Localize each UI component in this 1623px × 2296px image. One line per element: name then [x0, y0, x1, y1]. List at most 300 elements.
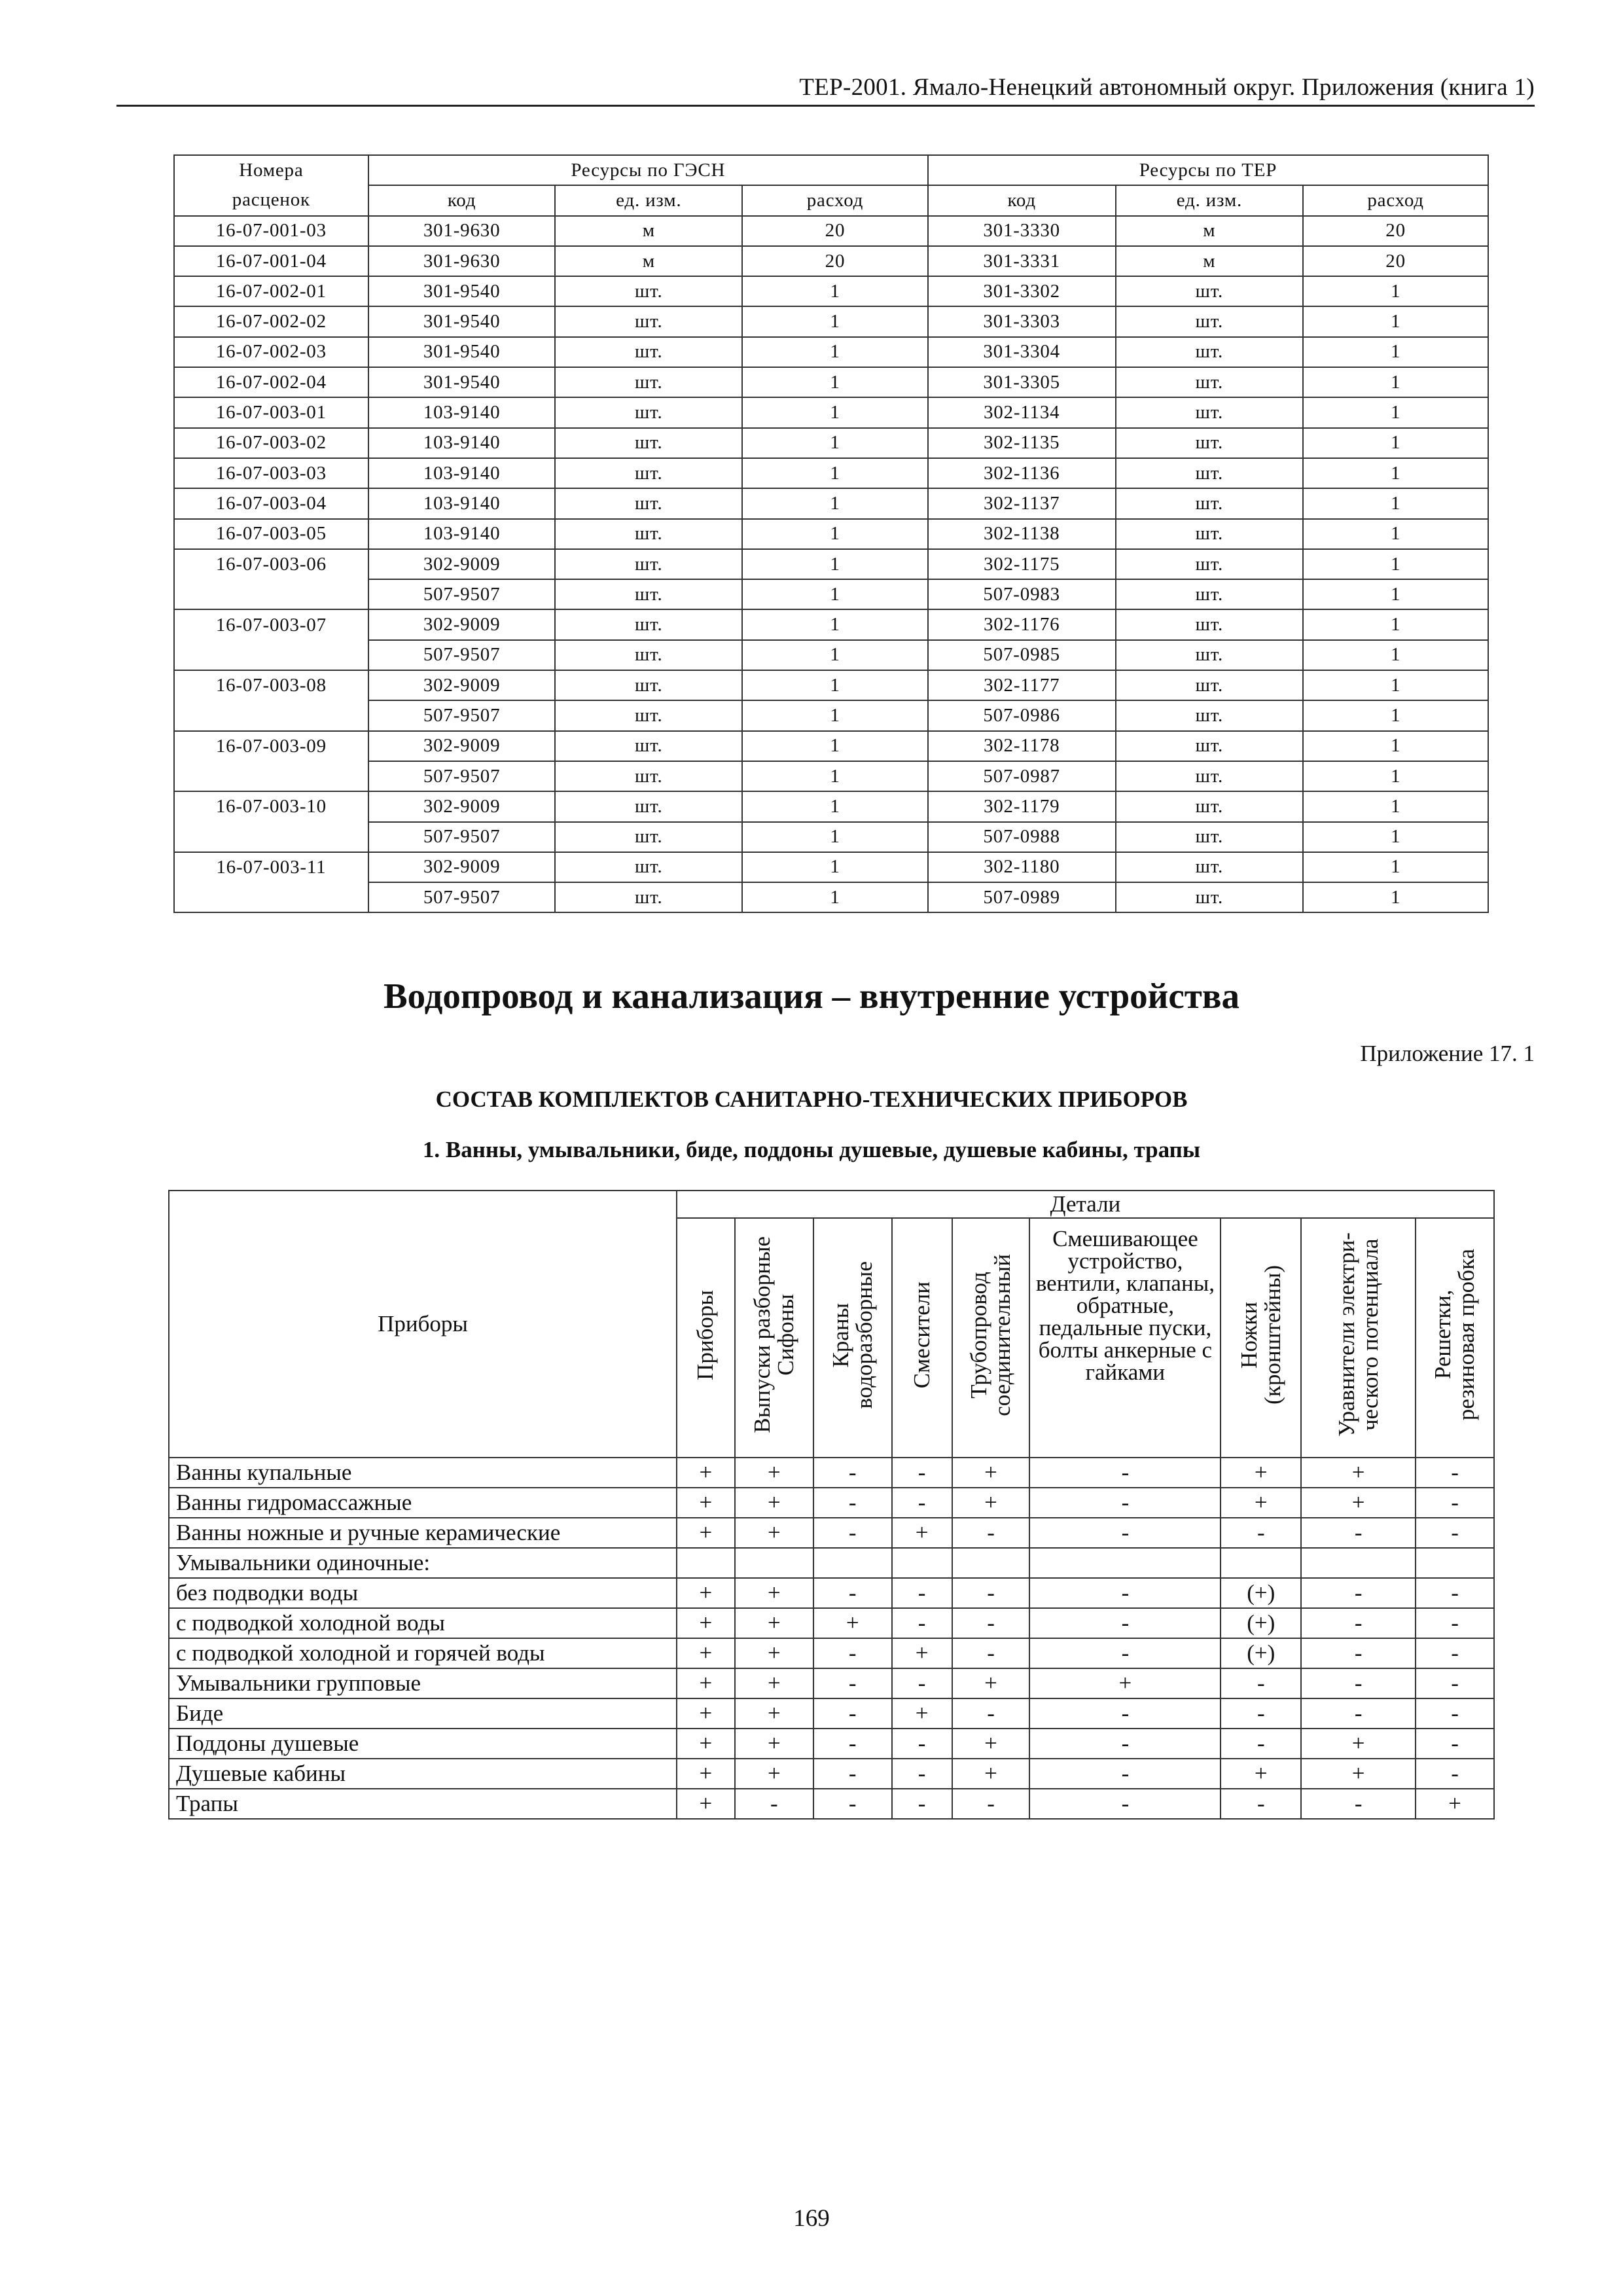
cell-g-unit: шт.	[555, 700, 742, 730]
cell-g-unit: шт.	[555, 882, 742, 912]
header-devices: Приборы	[169, 1191, 677, 1458]
cell-g-unit: шт.	[555, 822, 742, 852]
detail-mark: -	[952, 1578, 1030, 1608]
detail-mark: -	[1029, 1608, 1221, 1638]
col-header-3: Смесители	[908, 1281, 935, 1389]
device-name: Ванны купальные	[169, 1458, 677, 1488]
device-name: с подводкой холодной воды	[169, 1608, 677, 1638]
table-row	[169, 1638, 1494, 1668]
table-row	[169, 1729, 1494, 1759]
detail-mark: -	[1416, 1488, 1494, 1518]
detail-mark: +	[892, 1518, 952, 1548]
detail-mark: -	[1029, 1578, 1221, 1608]
sanitary-kits-table	[168, 1190, 1495, 1820]
detail-mark: +	[952, 1488, 1030, 1518]
detail-mark: -	[1416, 1608, 1494, 1638]
device-name: Ванны ножные и ручные керамические	[169, 1518, 677, 1548]
rate-number: 16-07-003-04	[174, 488, 368, 518]
detail-mark: -	[1416, 1518, 1494, 1548]
cell-g-unit: шт.	[555, 791, 742, 821]
detail-mark: -	[813, 1789, 892, 1819]
header-gesn-code: код	[368, 185, 556, 215]
rate-number	[174, 700, 368, 730]
detail-mark: +	[677, 1608, 735, 1638]
rate-number: 16-07-003-08	[174, 670, 368, 700]
table-row	[174, 367, 1488, 397]
detail-mark: -	[1416, 1698, 1494, 1729]
cell-g-rate: 1	[742, 609, 928, 639]
detail-mark: (+)	[1221, 1608, 1301, 1638]
rate-number: 16-07-002-01	[174, 276, 368, 306]
table-row	[174, 306, 1488, 336]
cell-t-rate: 1	[1303, 276, 1488, 306]
cell-t-rate: 1	[1303, 488, 1488, 518]
cell-g-unit: шт.	[555, 761, 742, 791]
detail-mark: +	[677, 1578, 735, 1608]
header-ter: Ресурсы по ТЕР	[928, 155, 1488, 185]
detail-mark: -	[1301, 1608, 1416, 1638]
detail-mark: -	[813, 1458, 892, 1488]
table-row	[169, 1458, 1494, 1488]
cell-g-rate: 1	[742, 700, 928, 730]
cell-g-code: 301-9540	[368, 306, 556, 336]
detail-mark: -	[1029, 1789, 1221, 1819]
cell-t-unit: шт.	[1116, 397, 1304, 427]
table-row	[174, 549, 1488, 579]
rate-number: 16-07-003-09	[174, 731, 368, 761]
cell-g-unit: шт.	[555, 640, 742, 670]
table-row	[174, 397, 1488, 427]
detail-mark: -	[1029, 1488, 1221, 1518]
rate-number: 16-07-003-05	[174, 519, 368, 549]
detail-mark	[1416, 1548, 1494, 1578]
detail-mark: -	[1301, 1578, 1416, 1608]
cell-t-rate: 1	[1303, 549, 1488, 579]
cell-t-unit: шт.	[1116, 306, 1304, 336]
detail-mark	[813, 1548, 892, 1578]
cell-t-code: 302-1136	[928, 458, 1116, 488]
cell-t-rate: 1	[1303, 397, 1488, 427]
detail-mark: +	[1301, 1759, 1416, 1789]
detail-mark: +	[952, 1729, 1030, 1759]
cell-t-code: 301-3330	[928, 216, 1116, 246]
cell-g-rate: 1	[742, 337, 928, 367]
detail-mark: -	[1029, 1638, 1221, 1668]
detail-mark: +	[735, 1638, 813, 1668]
table-row	[169, 1668, 1494, 1698]
detail-mark: +	[1416, 1789, 1494, 1819]
detail-mark: +	[735, 1698, 813, 1729]
detail-mark	[952, 1548, 1030, 1578]
detail-mark: -	[1301, 1789, 1416, 1819]
table-row	[174, 882, 1488, 912]
appendix-label: Приложение 17. 1	[1360, 1041, 1535, 1066]
rate-number: 16-07-003-10	[174, 791, 368, 821]
rate-number: 16-07-003-03	[174, 458, 368, 488]
cell-g-rate: 20	[742, 246, 928, 276]
cell-g-rate: 1	[742, 519, 928, 549]
cell-t-code: 301-3331	[928, 246, 1116, 276]
detail-mark: +	[1221, 1488, 1301, 1518]
table-row	[174, 761, 1488, 791]
detail-mark: +	[1221, 1458, 1301, 1488]
detail-mark: -	[1301, 1518, 1416, 1548]
cell-g-code: 302-9009	[368, 549, 556, 579]
device-name: с подводкой холодной и горячей воды	[169, 1638, 677, 1668]
col-header-4: Трубопровод соединительный	[966, 1253, 1016, 1416]
header-gesn-rate: расход	[742, 185, 928, 215]
cell-g-code: 507-9507	[368, 700, 556, 730]
cell-g-code: 103-9140	[368, 428, 556, 458]
cell-t-unit: шт.	[1116, 488, 1304, 518]
device-name: Биде	[169, 1698, 677, 1729]
table-row	[169, 1698, 1494, 1729]
cell-t-unit: шт.	[1116, 640, 1304, 670]
table-row	[169, 1548, 1494, 1578]
detail-mark: +	[735, 1759, 813, 1789]
detail-mark: +	[952, 1458, 1030, 1488]
detail-mark: -	[1416, 1759, 1494, 1789]
cell-g-unit: шт.	[555, 337, 742, 367]
cell-g-code: 507-9507	[368, 822, 556, 852]
cell-t-rate: 1	[1303, 458, 1488, 488]
detail-mark: -	[735, 1789, 813, 1819]
detail-mark: -	[1301, 1698, 1416, 1729]
cell-g-unit: шт.	[555, 852, 742, 882]
rate-number	[174, 822, 368, 852]
header-details: Детали	[677, 1191, 1494, 1218]
cell-t-unit: шт.	[1116, 761, 1304, 791]
detail-mark: -	[1221, 1698, 1301, 1729]
cell-g-rate: 1	[742, 822, 928, 852]
cell-t-code: 302-1179	[928, 791, 1116, 821]
table-row	[174, 216, 1488, 246]
table-row	[169, 1518, 1494, 1548]
cell-g-rate: 1	[742, 367, 928, 397]
cell-t-rate: 1	[1303, 761, 1488, 791]
detail-mark: +	[1301, 1488, 1416, 1518]
detail-mark: -	[1029, 1518, 1221, 1548]
cell-g-code: 301-9540	[368, 276, 556, 306]
device-name: Душевые кабины	[169, 1759, 677, 1789]
table-row	[169, 1789, 1494, 1819]
detail-mark: +	[952, 1668, 1030, 1698]
cell-t-code: 507-0986	[928, 700, 1116, 730]
cell-t-rate: 1	[1303, 519, 1488, 549]
detail-mark: -	[1029, 1759, 1221, 1789]
table-row	[174, 488, 1488, 518]
cell-t-rate: 1	[1303, 791, 1488, 821]
header-num-top: Номера	[174, 155, 368, 185]
col-header-5: Смешивающее устройство, вентили, клапаны, обратные, педальные пуски, болты анкерные с гайками	[1035, 1226, 1215, 1385]
table-row	[174, 428, 1488, 458]
cell-t-rate: 1	[1303, 609, 1488, 639]
cell-t-unit: шт.	[1116, 700, 1304, 730]
device-name: Умывальники одиночные:	[169, 1548, 677, 1578]
rate-number	[174, 579, 368, 609]
detail-mark: +	[677, 1729, 735, 1759]
table-row	[174, 731, 1488, 761]
detail-mark: -	[892, 1729, 952, 1759]
header-ter-code: код	[928, 185, 1116, 215]
cell-t-code: 301-3302	[928, 276, 1116, 306]
table-row	[169, 1488, 1494, 1518]
cell-t-unit: шт.	[1116, 579, 1304, 609]
device-name: Трапы	[169, 1789, 677, 1819]
cell-g-unit: шт.	[555, 397, 742, 427]
cell-t-code: 507-0988	[928, 822, 1116, 852]
cell-t-rate: 1	[1303, 852, 1488, 882]
cell-t-rate: 1	[1303, 700, 1488, 730]
cell-t-rate: 1	[1303, 640, 1488, 670]
page-number: 169	[793, 2205, 830, 2232]
cell-g-code: 301-9540	[368, 337, 556, 367]
detail-mark: -	[952, 1789, 1030, 1819]
cell-t-code: 507-0985	[928, 640, 1116, 670]
detail-mark: -	[1029, 1729, 1221, 1759]
cell-g-rate: 1	[742, 640, 928, 670]
cell-t-unit: шт.	[1116, 882, 1304, 912]
cell-t-unit: шт.	[1116, 609, 1304, 639]
cell-t-unit: шт.	[1116, 791, 1304, 821]
cell-g-code: 507-9507	[368, 640, 556, 670]
rate-number: 16-07-003-02	[174, 428, 368, 458]
detail-mark: -	[813, 1759, 892, 1789]
cell-t-unit: м	[1116, 216, 1304, 246]
cell-g-code: 302-9009	[368, 731, 556, 761]
cell-g-code: 302-9009	[368, 852, 556, 882]
cell-g-rate: 1	[742, 791, 928, 821]
detail-mark: -	[952, 1608, 1030, 1638]
table-row	[174, 700, 1488, 730]
device-name: без подводки воды	[169, 1578, 677, 1608]
rate-number: 16-07-003-06	[174, 549, 368, 579]
cell-g-rate: 1	[742, 731, 928, 761]
cell-t-rate: 1	[1303, 822, 1488, 852]
running-header: ТЕР-2001. Ямало-Ненецкий автономный округ. Приложения (книга 1)	[799, 74, 1535, 101]
detail-mark: -	[952, 1698, 1030, 1729]
detail-mark: +	[677, 1638, 735, 1668]
table-row	[174, 609, 1488, 639]
cell-g-rate: 1	[742, 397, 928, 427]
cell-t-code: 302-1177	[928, 670, 1116, 700]
cell-t-code: 301-3304	[928, 337, 1116, 367]
cell-g-unit: шт.	[555, 731, 742, 761]
device-name: Поддоны душевые	[169, 1729, 677, 1759]
detail-mark: -	[813, 1638, 892, 1668]
detail-mark: -	[1416, 1668, 1494, 1698]
header-ter-unit: ед. изм.	[1116, 185, 1304, 215]
detail-mark: +	[677, 1458, 735, 1488]
detail-mark: (+)	[1221, 1578, 1301, 1608]
cell-t-code: 302-1138	[928, 519, 1116, 549]
cell-t-rate: 1	[1303, 579, 1488, 609]
detail-mark: -	[813, 1668, 892, 1698]
detail-mark: +	[735, 1458, 813, 1488]
detail-mark: -	[892, 1759, 952, 1789]
detail-mark: -	[813, 1729, 892, 1759]
cell-g-unit: шт.	[555, 428, 742, 458]
detail-mark: -	[892, 1608, 952, 1638]
col-header-2: Краны водоразборные	[827, 1261, 877, 1409]
detail-mark: +	[735, 1729, 813, 1759]
header-ter-rate: расход	[1303, 185, 1488, 215]
detail-mark: +	[892, 1698, 952, 1729]
cell-t-code: 507-0983	[928, 579, 1116, 609]
rate-number	[174, 761, 368, 791]
rate-number	[174, 882, 368, 912]
cell-t-unit: шт.	[1116, 428, 1304, 458]
cell-t-rate: 1	[1303, 882, 1488, 912]
rate-number: 16-07-002-04	[174, 367, 368, 397]
cell-t-unit: шт.	[1116, 549, 1304, 579]
detail-mark: -	[1301, 1638, 1416, 1668]
rate-number: 16-07-003-01	[174, 397, 368, 427]
cell-g-code: 103-9140	[368, 488, 556, 518]
detail-mark: +	[735, 1488, 813, 1518]
cell-g-rate: 1	[742, 488, 928, 518]
detail-mark: +	[735, 1668, 813, 1698]
cell-g-code: 301-9540	[368, 367, 556, 397]
detail-mark: +	[1029, 1668, 1221, 1698]
cell-g-code: 301-9630	[368, 246, 556, 276]
detail-mark	[735, 1548, 813, 1578]
cell-t-code: 302-1180	[928, 852, 1116, 882]
cell-t-code: 302-1176	[928, 609, 1116, 639]
header-gesn-unit: ед. изм.	[555, 185, 742, 215]
cell-g-code: 103-9140	[368, 397, 556, 427]
cell-t-code: 302-1134	[928, 397, 1116, 427]
cell-g-code: 507-9507	[368, 579, 556, 609]
cell-g-unit: шт.	[555, 458, 742, 488]
cell-t-rate: 20	[1303, 216, 1488, 246]
detail-mark: +	[735, 1518, 813, 1548]
rate-number: 16-07-001-03	[174, 216, 368, 246]
detail-mark: +	[677, 1668, 735, 1698]
detail-mark: -	[892, 1668, 952, 1698]
cell-t-rate: 1	[1303, 306, 1488, 336]
cell-t-unit: шт.	[1116, 458, 1304, 488]
detail-mark: -	[813, 1698, 892, 1729]
detail-mark: +	[677, 1759, 735, 1789]
header-divider	[116, 105, 1535, 107]
detail-mark: -	[1029, 1458, 1221, 1488]
cell-g-code: 507-9507	[368, 882, 556, 912]
detail-mark: -	[1416, 1729, 1494, 1759]
cell-g-code: 302-9009	[368, 791, 556, 821]
cell-t-code: 507-0989	[928, 882, 1116, 912]
detail-mark: (+)	[1221, 1638, 1301, 1668]
table-row	[174, 852, 1488, 882]
table-row	[174, 246, 1488, 276]
cell-t-unit: шт.	[1116, 276, 1304, 306]
cell-t-unit: шт.	[1116, 367, 1304, 397]
cell-g-rate: 1	[742, 670, 928, 700]
detail-mark: -	[892, 1789, 952, 1819]
col-header-6: Ножки (кронштейны)	[1236, 1265, 1285, 1405]
detail-mark: +	[1221, 1759, 1301, 1789]
cell-t-unit: шт.	[1116, 731, 1304, 761]
detail-mark	[677, 1548, 735, 1578]
cell-g-code: 103-9140	[368, 458, 556, 488]
cell-t-unit: шт.	[1116, 670, 1304, 700]
table-subtitle: 1. Ванны, умывальники, биде, поддоны душевые, душевые кабины, трапы	[422, 1137, 1201, 1162]
cell-g-unit: шт.	[555, 488, 742, 518]
cell-g-rate: 20	[742, 216, 928, 246]
detail-mark: -	[892, 1488, 952, 1518]
cell-t-code: 302-1178	[928, 731, 1116, 761]
rate-number: 16-07-002-03	[174, 337, 368, 367]
cell-t-code: 301-3305	[928, 367, 1116, 397]
cell-g-unit: шт.	[555, 549, 742, 579]
detail-mark: -	[892, 1458, 952, 1488]
table-row	[174, 670, 1488, 700]
detail-mark: +	[813, 1608, 892, 1638]
cell-g-unit: м	[555, 216, 742, 246]
detail-mark: -	[1029, 1698, 1221, 1729]
detail-mark: -	[1221, 1729, 1301, 1759]
rate-number: 16-07-003-07	[174, 609, 368, 639]
detail-mark: -	[813, 1578, 892, 1608]
detail-mark: -	[1416, 1458, 1494, 1488]
col-header-8: Решетки, резиновая пробка	[1430, 1249, 1480, 1421]
col-header-1: Выпуски разборные Сифоны	[749, 1236, 798, 1433]
table-row	[174, 579, 1488, 609]
resource-mapping-table	[173, 154, 1489, 913]
detail-mark: +	[1301, 1729, 1416, 1759]
cell-g-rate: 1	[742, 882, 928, 912]
header-gesn: Ресурсы по ГЭСН	[368, 155, 928, 185]
header-num-bottom: расценок	[174, 185, 368, 215]
cell-g-code: 507-9507	[368, 761, 556, 791]
cell-t-code: 507-0987	[928, 761, 1116, 791]
detail-mark: +	[677, 1789, 735, 1819]
cell-g-unit: шт.	[555, 579, 742, 609]
cell-g-unit: шт.	[555, 519, 742, 549]
cell-t-unit: шт.	[1116, 519, 1304, 549]
detail-mark: -	[813, 1488, 892, 1518]
cell-t-rate: 20	[1303, 246, 1488, 276]
cell-t-rate: 1	[1303, 731, 1488, 761]
table-row	[174, 822, 1488, 852]
rate-number: 16-07-002-02	[174, 306, 368, 336]
cell-g-rate: 1	[742, 458, 928, 488]
cell-g-rate: 1	[742, 852, 928, 882]
detail-mark: +	[735, 1578, 813, 1608]
col-header-7: Уравнители электри- ческого потенциала	[1333, 1232, 1383, 1437]
detail-mark: -	[1221, 1518, 1301, 1548]
table-row	[169, 1608, 1494, 1638]
cell-g-unit: шт.	[555, 276, 742, 306]
cell-g-code: 103-9140	[368, 519, 556, 549]
table-row	[169, 1578, 1494, 1608]
cell-t-unit: шт.	[1116, 852, 1304, 882]
cell-t-code: 301-3303	[928, 306, 1116, 336]
cell-g-rate: 1	[742, 761, 928, 791]
detail-mark: -	[813, 1518, 892, 1548]
detail-mark: +	[677, 1698, 735, 1729]
cell-t-unit: м	[1116, 246, 1304, 276]
table-row	[174, 791, 1488, 821]
cell-g-unit: шт.	[555, 670, 742, 700]
cell-t-rate: 1	[1303, 670, 1488, 700]
rate-number: 16-07-003-11	[174, 852, 368, 882]
cell-g-unit: шт.	[555, 367, 742, 397]
table-title: СОСТАВ КОМПЛЕКТОВ САНИТАРНО-ТЕХНИЧЕСКИХ ПРИБОРОВ	[435, 1086, 1188, 1112]
cell-g-code: 302-9009	[368, 670, 556, 700]
cell-t-code: 302-1135	[928, 428, 1116, 458]
detail-mark: -	[1221, 1789, 1301, 1819]
